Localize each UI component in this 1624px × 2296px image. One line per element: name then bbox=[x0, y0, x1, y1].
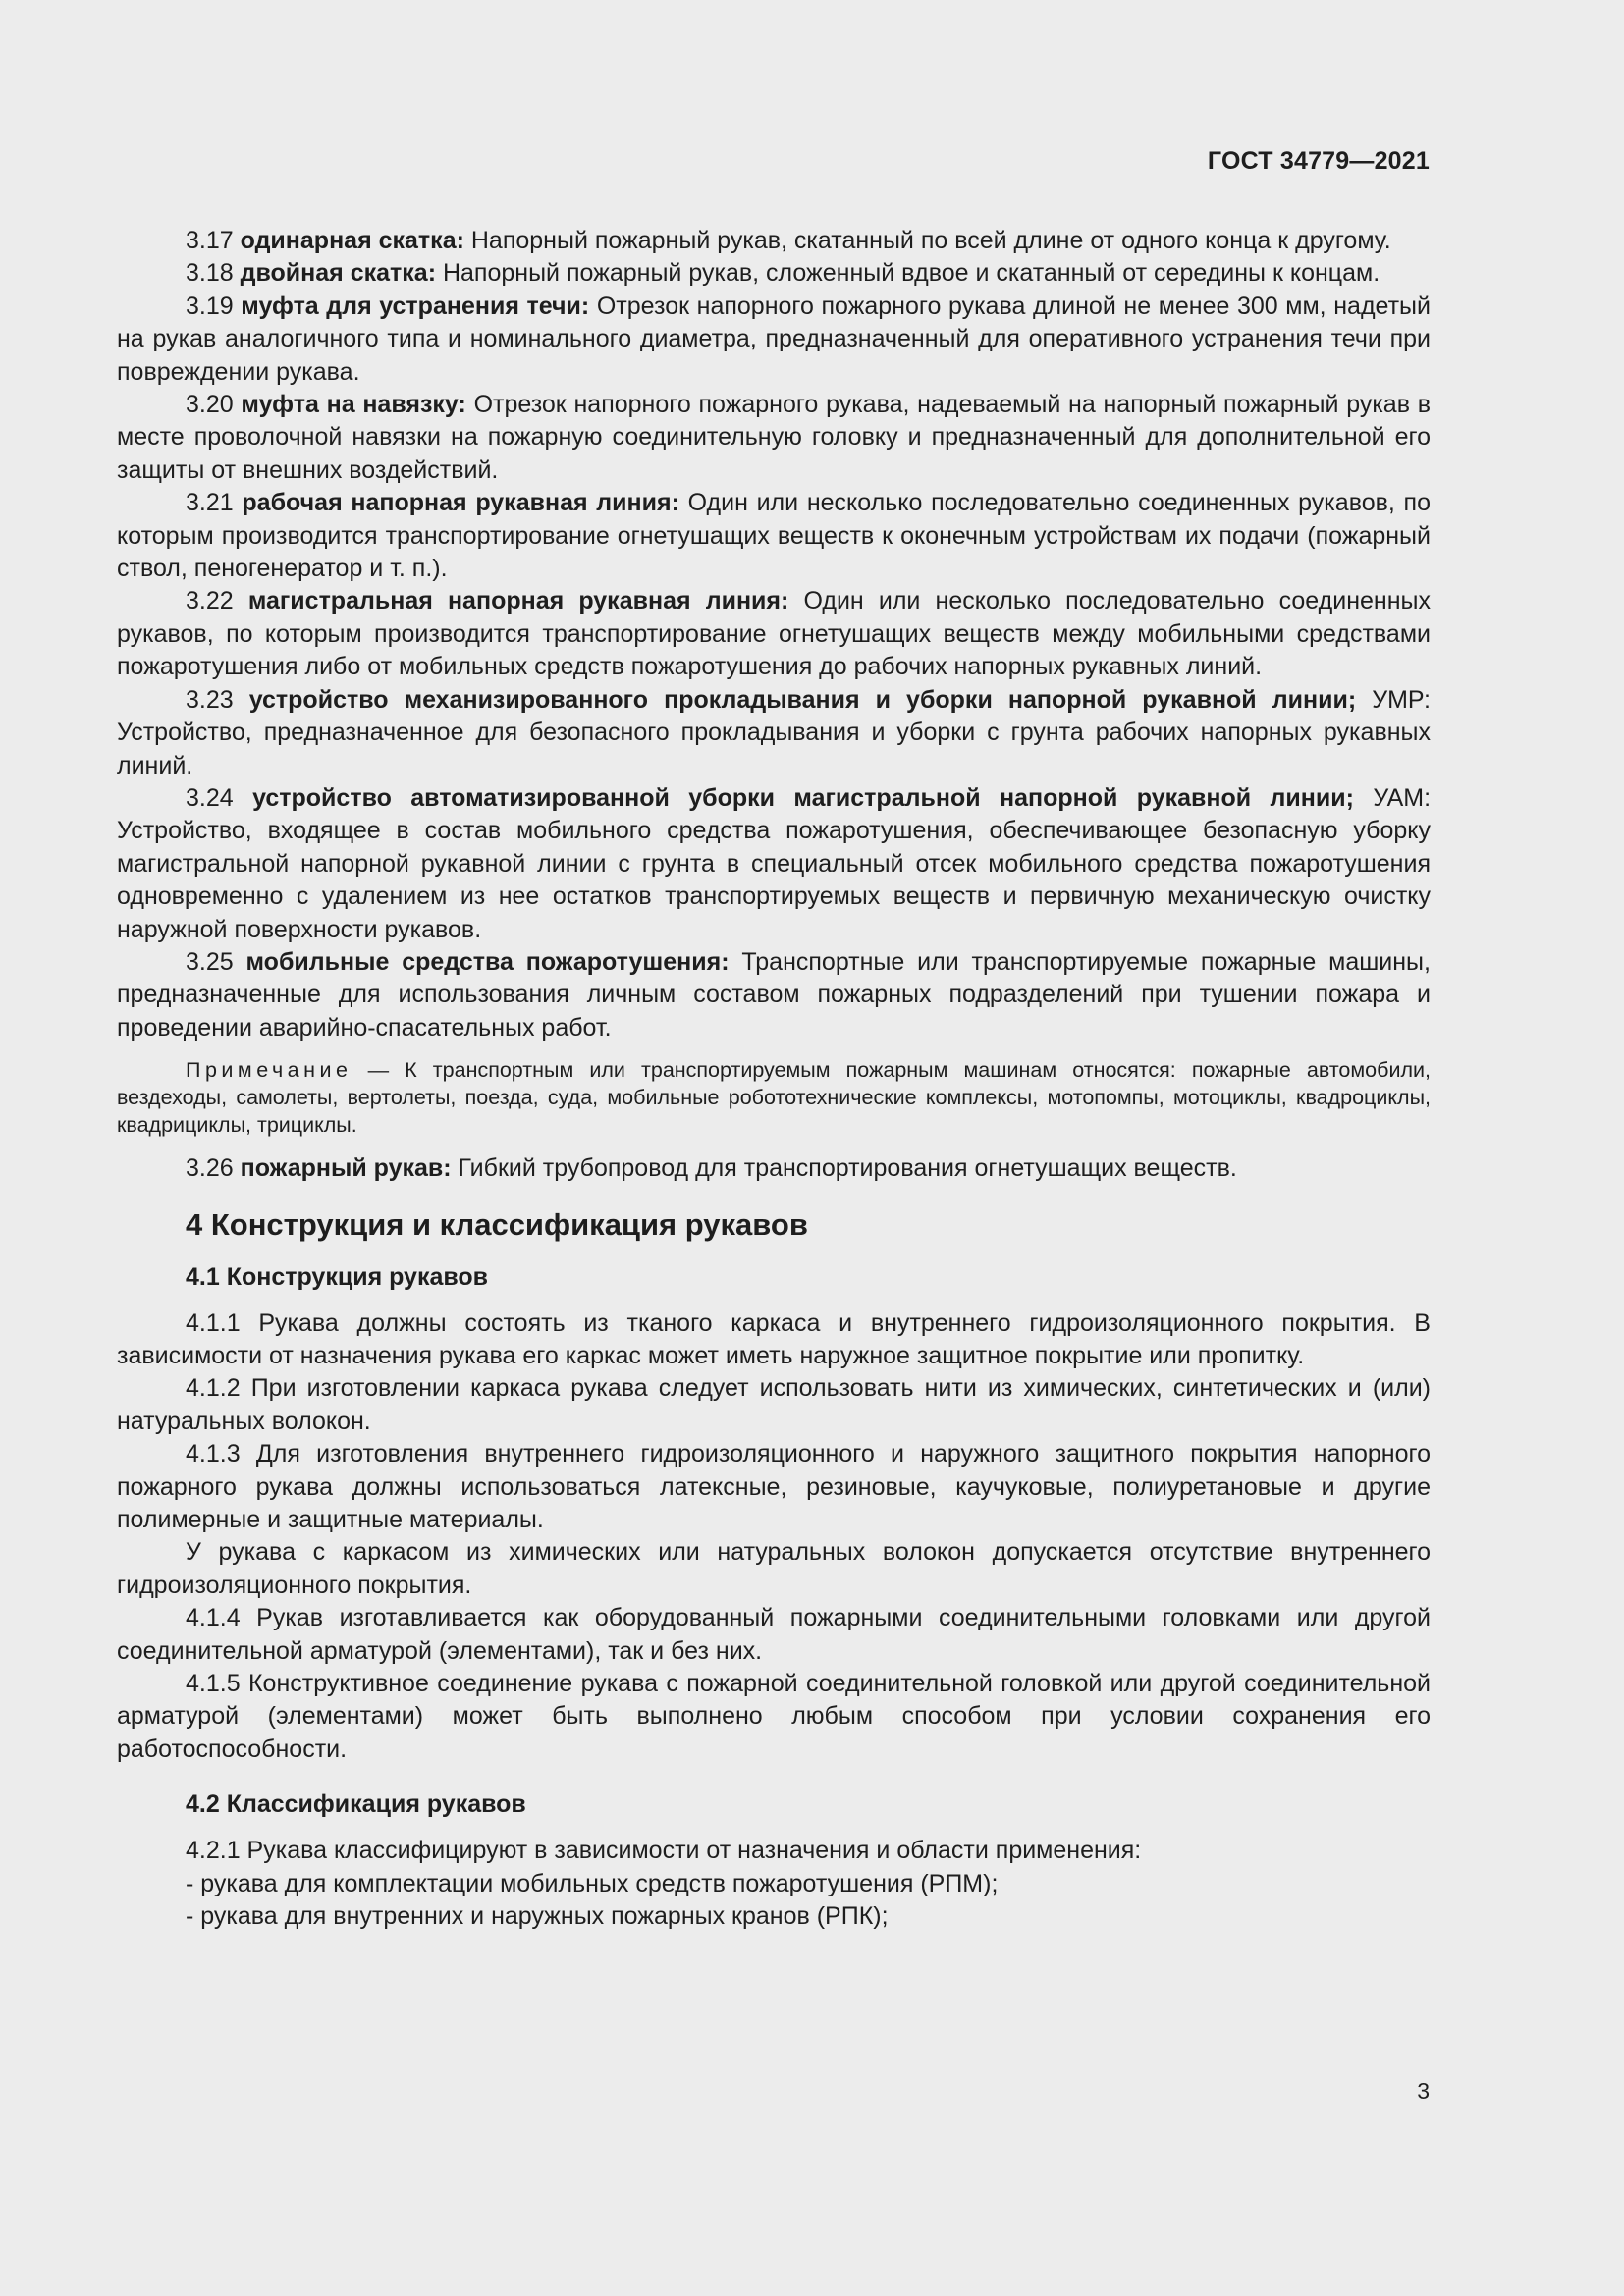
definition-3-25: 3.25 мобильные средства пожаротушения: Транспортные или транспортируемые пожарные машины, предназначенные для использования личным составом пожарных подразделений при тушении пожара и проведении аварийно-спасательных работ. bbox=[117, 947, 1431, 1041]
paragraph-4-1-1: 4.1.1 Рукава должны состоять из тканого каркаса и внутреннего гидроизоляционного покрытия. В зависимости от назначения рукава его каркас может иметь наружное защитное покрытие или пропитку. bbox=[117, 1308, 1431, 1369]
note bbox=[117, 1056, 1431, 1139]
term: муфта для устранения течи: bbox=[241, 292, 590, 320]
section-4-title: 4 Конструкция и классификация рукавов bbox=[186, 1206, 808, 1242]
paragraph-4-1-3-cont: У рукава с каркасом из химических или натуральных волокон допускается отсутствие внутреннего гидроизоляционного покрытия. bbox=[117, 1538, 1431, 1599]
list-item: - рукава для внутренних и наружных пожарных кранов (РПК); bbox=[186, 1902, 889, 1931]
term: рабочая напорная рукавная линия: bbox=[242, 489, 679, 517]
definition-3-20: 3.20 муфта на навязку: Отрезок напорного пожарного рукава, надеваемый на напорный пожарный рукав в месте проволочной навязки на пожарную соединительную головку и предназначенный для дополнительной его защиты от внешних воздействий. bbox=[117, 391, 1432, 484]
document-header: ГОСТ 34779—2021 bbox=[1207, 147, 1430, 175]
list-item: - рукава для комплектации мобильных средств пожаротушения (РПМ); bbox=[186, 1869, 999, 1897]
term: одинарная скатка: bbox=[240, 227, 464, 254]
term: пожарный рукав: bbox=[240, 1154, 452, 1183]
definition-3-24: 3.24 устройство автоматизированной уборки магистральной напорной рукавной линии; УАМ: Устройство, входящее в состав мобильного средства пожаротушения, обеспечивающее безопасную уборку магистральной напорной рукавной линии с грунта в специальный отсек мобильного средства пожаротушения одновременно с удалением из нее остатков транспортируемых веществ и первичную механическую очистку наружной поверхности рукавов. bbox=[117, 783, 1432, 943]
section-4-2-title: 4.2 Классификация рукавов bbox=[186, 1790, 526, 1819]
definition-3-18: 3.18 двойная скатка: Напорный пожарный рукав, сложенный вдвое и скатанный от середины к концам. bbox=[186, 259, 1380, 288]
definition-3-19: 3.19 муфта для устранения течи: Отрезок напорного пожарного рукава длиной не менее 300 мм, надетый на рукав аналогичного типа и номинального диаметра, предназначенный для оперативного устранения течи при повреждении рукава. bbox=[117, 292, 1431, 386]
note-label: Примечание bbox=[186, 1058, 352, 1083]
term: устройство механизированного прокладывания и уборки напорной рукавной линии; bbox=[248, 685, 1357, 714]
term: устройство автоматизированной уборки магистральной напорной рукавной линии; bbox=[252, 783, 1354, 812]
term: муфта на навязку: bbox=[241, 391, 466, 419]
paragraph-4-2-1: 4.2.1 Рукава классифицируют в зависимости от назначения и области применения: bbox=[186, 1837, 1142, 1865]
definition-3-26: 3.26 пожарный рукав: Гибкий трубопровод для транспортирования огнетушащих веществ. bbox=[186, 1154, 1237, 1183]
definition-3-22: 3.22 магистральная напорная рукавная линия: Один или несколько последовательно соединенных рукавов, по которым производится транспортирование огнетушащих веществ между мобильными средствами пожаротушения либо от мобильных средств пожаротушения до рабочих напорных рукавных линий. bbox=[117, 587, 1431, 681]
definition-3-21: 3.21 рабочая напорная рукавная линия: Один или несколько последовательно соединенных рукавов, по которым производится транспортирование огнетушащих веществ к оконечным устройствам их подачи (пожарный ствол, пеногенератор и т. п.). bbox=[117, 489, 1431, 583]
note-text: — К транспортным или транспортируемым пожарным машинам относятся: пожарные автомобили, вездеходы, самолеты, вертолеты, поезда, суда, мобильные робототехнические комплексы, мотопомпы, мотоциклы, квадроциклы, квадрициклы, трициклы. bbox=[117, 1058, 1431, 1138]
document-body bbox=[117, 225, 1431, 1933]
definition-3-17: 3.17 одинарная скатка: Напорный пожарный рукав, скатанный по всей длине от одного конца к другому. bbox=[186, 227, 1391, 254]
paragraph-4-1-5: 4.1.5 Конструктивное соединение рукава с пожарной соединительной головкой или другой соединительной арматурой (элементами) может быть выполнено любым способом при условии сохранения его работоспособности. bbox=[117, 1670, 1431, 1763]
paragraph-4-1-4: 4.1.4 Рукав изготавливается как оборудованный пожарными соединительными головками или другой соединительной арматурой (элементами), так и без них. bbox=[117, 1604, 1431, 1665]
definition-3-23: 3.23 устройство механизированного прокладывания и уборки напорной рукавной линии; УМР: Устройство, предназначенное для безопасного прокладывания и уборки с грунта рабочих напорных рукавных линий. bbox=[117, 685, 1431, 779]
term: мобильные средства пожаротушения: bbox=[245, 947, 730, 976]
page-number: 3 bbox=[1417, 2078, 1430, 2104]
section-4-1-title: 4.1 Конструкция рукавов bbox=[186, 1262, 489, 1291]
term: магистральная напорная рукавная линия: bbox=[247, 587, 789, 615]
term: двойная скатка: bbox=[240, 259, 437, 288]
paragraph-4-1-2: 4.1.2 При изготовлении каркаса рукава следует использовать нити из химических, синтетических и (или) натуральных волокон. bbox=[117, 1374, 1431, 1435]
paragraph-4-1-3: 4.1.3 Для изготовления внутреннего гидроизоляционного и наружного защитного покрытия напорного пожарного рукава должны использоваться латексные, резиновые, каучуковые, полиуретановые и другие полимерные и защитные материалы. bbox=[117, 1440, 1431, 1533]
